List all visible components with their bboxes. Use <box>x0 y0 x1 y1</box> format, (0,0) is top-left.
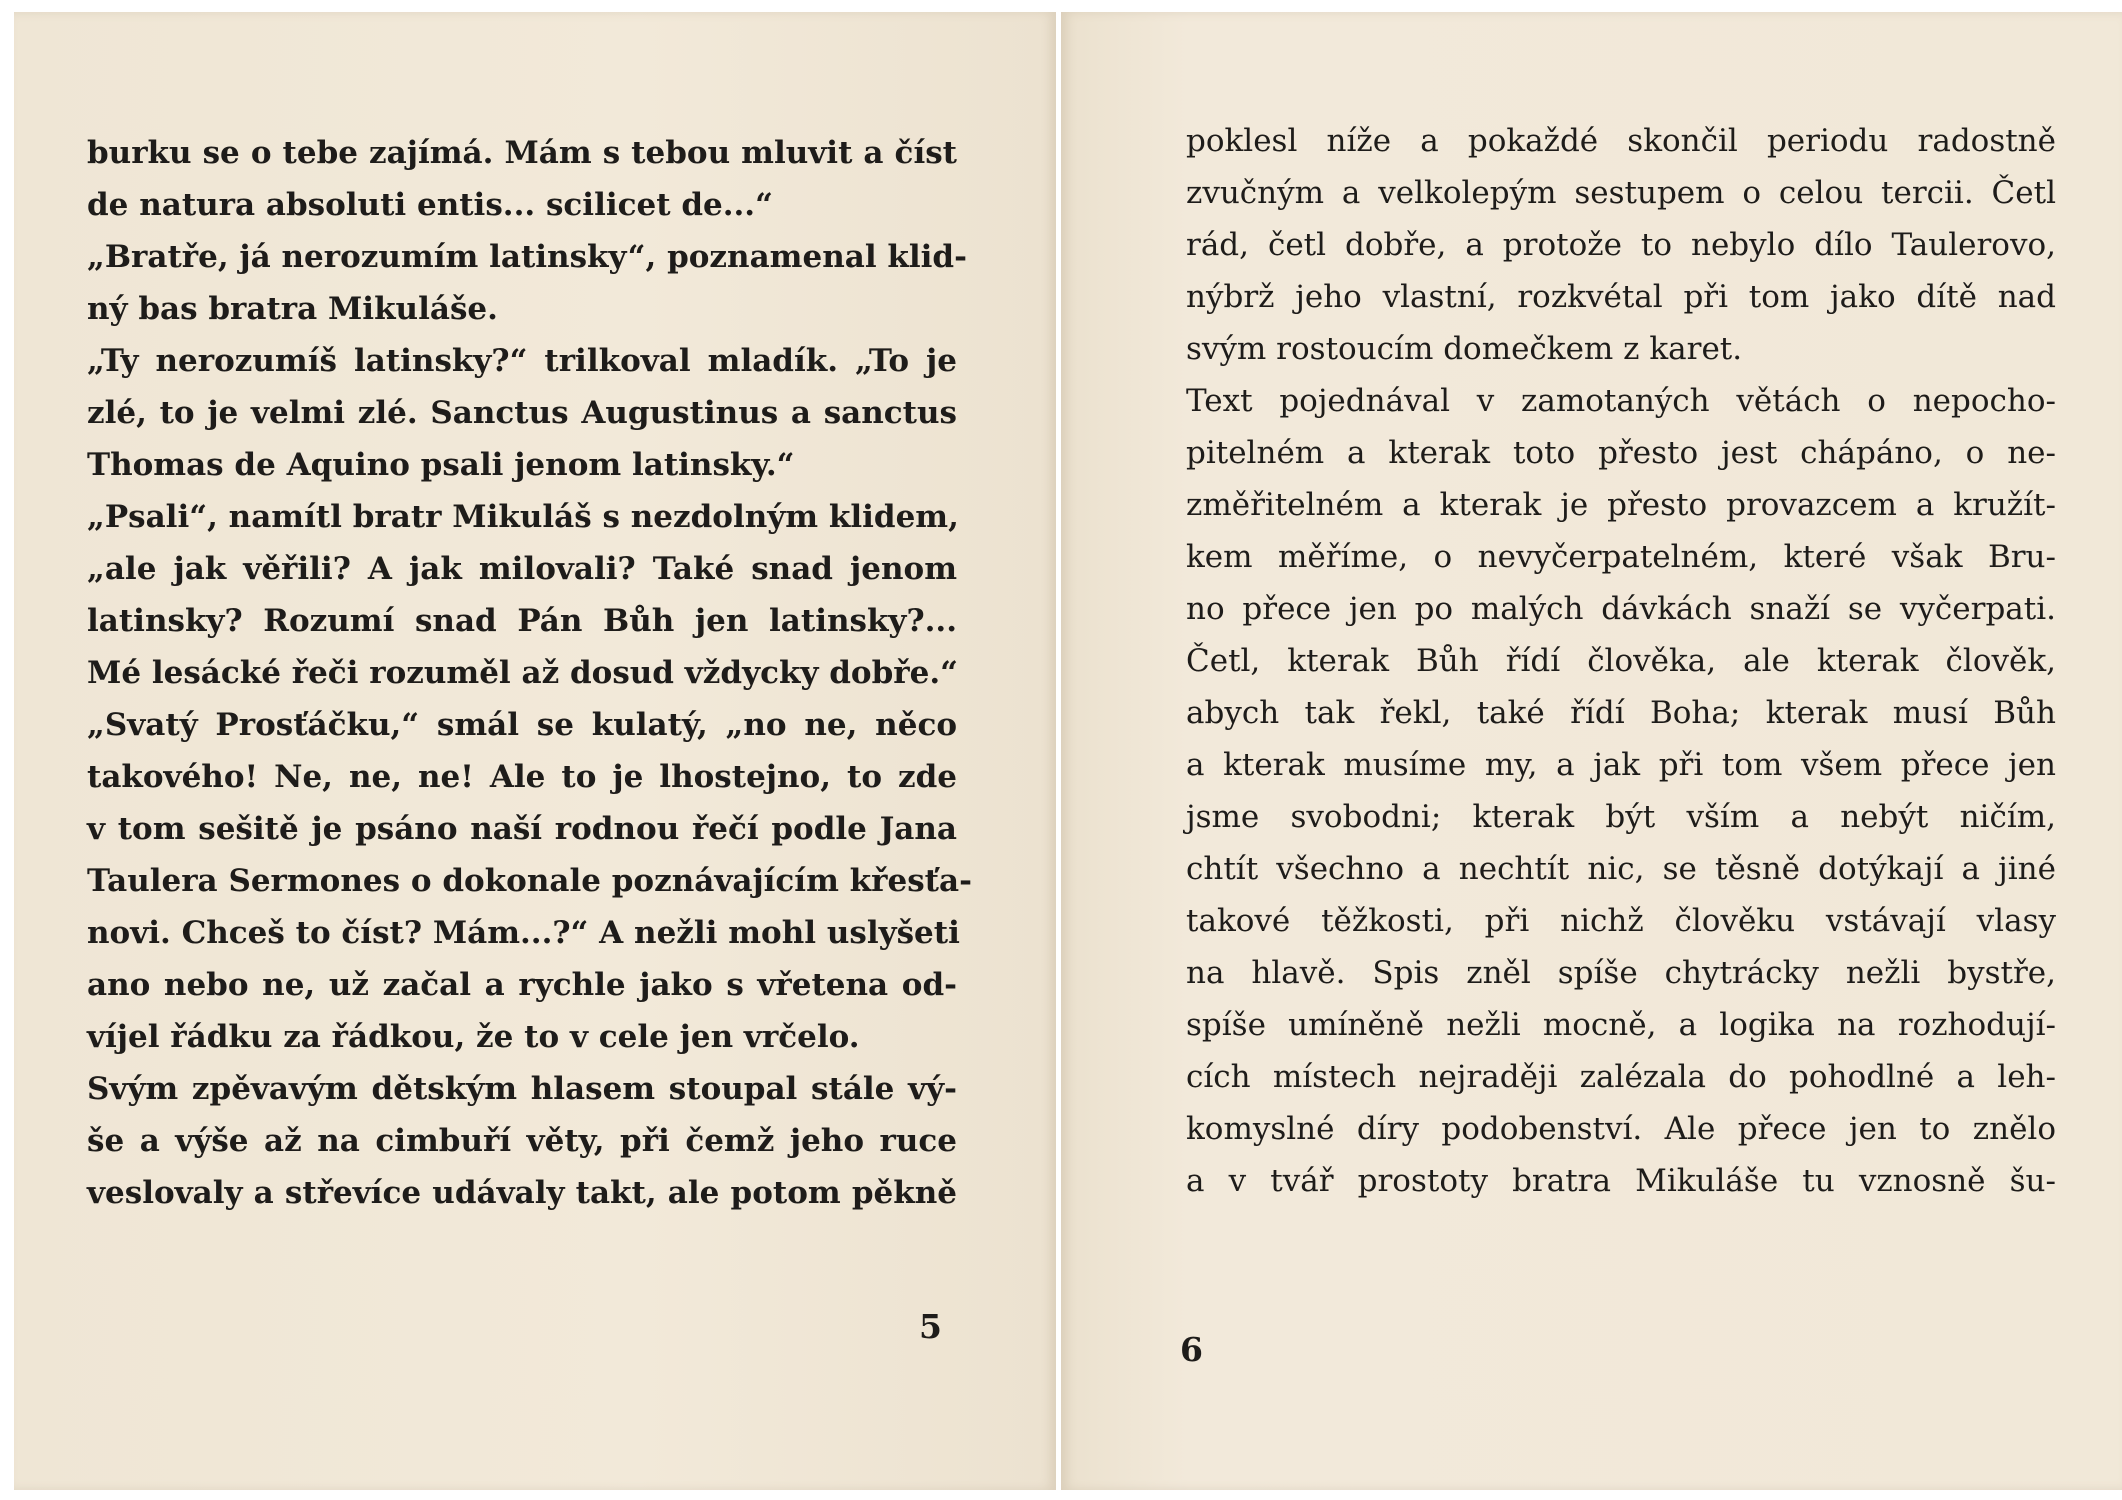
text-line: kem měříme, o nevyčerpatelném, které však Bru- <box>1186 539 2056 575</box>
text-line: takové těžkosti, při nichž člověku vstávají vlasy <box>1186 903 2056 939</box>
text-line: „Psali“, namítl bratr Mikuláš s nezdolným klidem, <box>87 499 959 535</box>
right-page-number: 6 <box>1180 1330 1203 1369</box>
text-line: a v tvář prostoty bratra Mikuláše tu vznosně šu- <box>1186 1163 2056 1199</box>
text-line: v tom sešitě je psáno naší rodnou řečí podle Jana <box>87 811 957 847</box>
text-line: pitelném a kterak toto přesto jest chápáno, o ne- <box>1186 435 2056 471</box>
text-line: rád, četl dobře, a protože to nebylo dílo Taulerovo, <box>1186 227 2056 263</box>
text-line: de natura absoluti entis... scilicet de...“ <box>87 187 773 223</box>
text-line: „ale jak věřili? A jak milovali? Také snad jenom <box>87 551 957 587</box>
text-line: abych tak řekl, také řídí Boha; kterak musí Bůh <box>1186 695 2056 731</box>
text-line: ný bas bratra Mikuláše. <box>87 291 498 327</box>
text-line: chtít všechno a nechtít nic, se těsně dotýkají a jiné <box>1186 851 2056 887</box>
text-line: veslovaly a střevíce udávaly takt, ale potom pěkně <box>87 1175 957 1211</box>
text-line: no přece jen po malých dávkách snaží se vyčerpati. <box>1186 591 2056 627</box>
text-line: Mé lesácké řeči rozuměl až dosud vždycky dobře.“ <box>87 655 958 691</box>
right-page-text <box>1186 115 2056 1207</box>
text-line: „Svatý Prosťáčku,“ smál se kulatý, „no ne, něco <box>87 707 957 743</box>
text-line: „Ty nerozumíš latinsky?“ trilkoval mladík. „To je <box>87 343 957 379</box>
text-line: novi. Chceš to číst? Mám...?“ A nežli mohl uslyšeti <box>87 915 960 951</box>
text-line: spíše umíněně nežli mocně, a logika na rozhodují- <box>1186 1007 2056 1043</box>
text-line: takového! Ne, ne, ne! Ale to je lhostejno, to zde <box>87 759 957 795</box>
text-line: ano nebo ne, už začal a rychle jako s vřetena od- <box>87 967 957 1003</box>
text-line: víjel řádku za řádkou, že to v cele jen vrčelo. <box>87 1019 860 1055</box>
text-line: še a výše až na cimbuří věty, při čemž jeho ruce <box>87 1123 957 1159</box>
right-page <box>1061 12 2122 1490</box>
text-line: Svým zpěvavým dětským hlasem stoupal stále vý- <box>87 1071 957 1107</box>
text-line: Četl, kterak Bůh řídí člověka, ale kterak člověk, <box>1186 643 2056 679</box>
left-page-number: 5 <box>919 1307 942 1346</box>
text-line: Thomas de Aquino psali jenom latinsky.“ <box>87 447 795 483</box>
text-line: jsme svobodni; kterak být vším a nebýt ničím, <box>1186 799 2056 835</box>
text-line: latinsky? Rozumí snad Pán Bůh jen latinsky?... <box>87 603 957 639</box>
text-line: Text pojednával v zamotaných větách o nepocho- <box>1186 383 2056 419</box>
text-line: svým rostoucím domečkem z karet. <box>1186 331 1743 367</box>
left-page <box>14 12 1056 1490</box>
text-line: poklesl níže a pokaždé skončil periodu radostně <box>1186 123 2056 159</box>
text-line: nýbrž jeho vlastní, rozkvétal při tom jako dítě nad <box>1186 279 2056 315</box>
text-line: burku se o tebe zajímá. Mám s tebou mluvit a číst <box>87 135 957 171</box>
text-line: zvučným a velkolepým sestupem o celou tercii. Četl <box>1186 175 2056 211</box>
text-line: zlé, to je velmi zlé. Sanctus Augustinus a sanctus <box>87 395 957 431</box>
text-line: „Bratře, já nerozumím latinsky“, poznamenal klid- <box>87 239 967 275</box>
text-line: Taulera Sermones o dokonale poznávajícím křesťa- <box>87 863 972 899</box>
text-line: na hlavě. Spis zněl spíše chytrácky nežli bystře, <box>1186 955 2056 991</box>
text-line: změřitelném a kterak je přesto provazcem a kružít- <box>1186 487 2056 523</box>
text-line: a kterak musíme my, a jak při tom všem přece jen <box>1186 747 2056 783</box>
left-page-text <box>87 127 972 1219</box>
text-line: cích místech nejraději zalézala do pohodlné a leh- <box>1186 1059 2056 1095</box>
text-line: komyslné díry podobenství. Ale přece jen to znělo <box>1186 1111 2056 1147</box>
